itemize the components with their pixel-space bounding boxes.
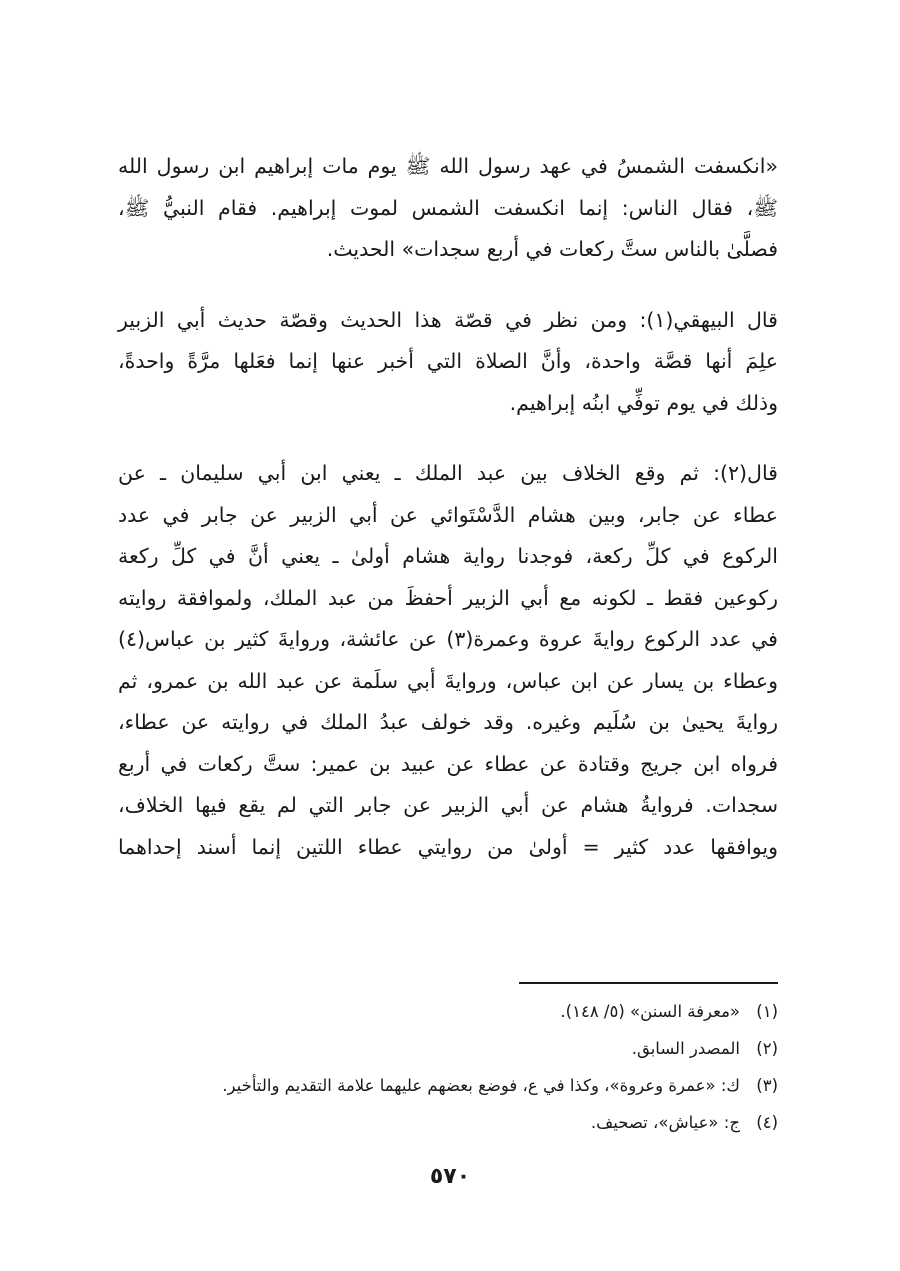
text-line: عطاء عن جابر، وبين هشام الدَّسْتَوائي عن أبي الزبير عن جابر في عدد — [118, 502, 778, 527]
paragraph-hadith-quote — [118, 146, 778, 271]
footnote-item — [58, 1067, 778, 1104]
footnote-text: المصدر السابق. — [631, 1039, 740, 1058]
footnote-text: ك: «عمرة وعروة»، وكذا في ع، فوضع بعضهم عليهما علامة التقديم والتأخير. — [222, 1076, 740, 1095]
footnote-item — [58, 1030, 778, 1067]
text-line: فصلَّىٰ بالناس ستَّ ركعات في أربع سجدات» الحديث. — [326, 237, 778, 261]
footnote-text: «معرفة السنن» (٥/ ١٤٨). — [560, 1002, 740, 1021]
footnotes — [58, 993, 778, 1141]
footnote-number: (٢) — [756, 1039, 778, 1058]
text-line: وعطاء بن يسار عن ابن عباس، وروايةَ أبي سلَمة عن عبد الله بن عمرو، ثم — [118, 668, 778, 693]
text-line: «انكسفت الشمسُ في عهد رسول الله ﷺ يوم مات إبراهيم ابن رسول الله — [118, 154, 778, 178]
text-line: ويوافقها عدد كثير = أولىٰ من روايتي عطاء اللتين إنما أسند إحداهما — [118, 834, 778, 859]
text-line: في عدد الركوع روايةَ عروة وعمرة(٣) عن عائشة، وروايةَ كثير بن عباس(٤) — [118, 627, 778, 651]
text-line: ركوعين فقط ـ لكونه مع أبي الزبير أحفظَ من عبد الملك، ولموافقة روايته — [118, 585, 778, 610]
footnote-item — [58, 1104, 778, 1141]
paragraph-spacer — [118, 424, 778, 453]
text-line: سجدات. فروايةُ هشام عن أبي الزبير عن جابر التي لم يقع فيها الخلاف، — [118, 793, 778, 817]
footnote-separator — [519, 982, 778, 984]
text-line: روايةَ يحيىٰ بن سُلَيم وغيره. وقد خولف عبدُ الملك في روايته عن عطاء، — [118, 710, 778, 734]
text-line: ﷺ، فقال الناس: إنما انكسفت الشمس لموت إبراهيم. فقام النبيُّ ﷺ، — [118, 195, 778, 220]
paragraph-bayhaqi — [118, 300, 778, 425]
text-line: فرواه ابن جريج وقتادة عن عطاء عن عبيد بن عمير: ستَّ ركعات في أربع — [118, 751, 778, 776]
page-number: ٥٧٠ — [429, 1164, 471, 1189]
paragraph-disagreement — [118, 453, 778, 868]
footnote-number: (١) — [756, 1002, 778, 1021]
text-line: قال(٢): ثم وقع الخلاف بين عبد الملك ـ يعني ابن أبي سليمان ـ عن — [118, 461, 778, 485]
text-line: وذلك في يوم توفِّي ابنُه إبراهيم. — [509, 390, 778, 415]
footnote-text: ج: «عياش»، تصحيف. — [590, 1113, 740, 1132]
footnote-number: (٤) — [756, 1113, 778, 1132]
text-line: الركوع في كلِّ ركعة، فوجدنا رواية هشام أولىٰ ـ يعني أنَّ في كلِّ ركعة — [118, 544, 778, 568]
paragraph-spacer — [118, 271, 778, 300]
text-line: علِمَ أنها قصَّة واحدة، وأنَّ الصلاة التي أخبر عنها إنما فعَلها مرَّةً واحدةً، — [118, 349, 778, 373]
main-text — [118, 146, 778, 868]
text-line: قال البيهقي(١): ومن نظر في قصّة هذا الحديث وقصّة حديث أبي الزبير — [118, 307, 778, 332]
footnote-number: (٣) — [756, 1076, 778, 1095]
footnote-item — [58, 993, 778, 1030]
